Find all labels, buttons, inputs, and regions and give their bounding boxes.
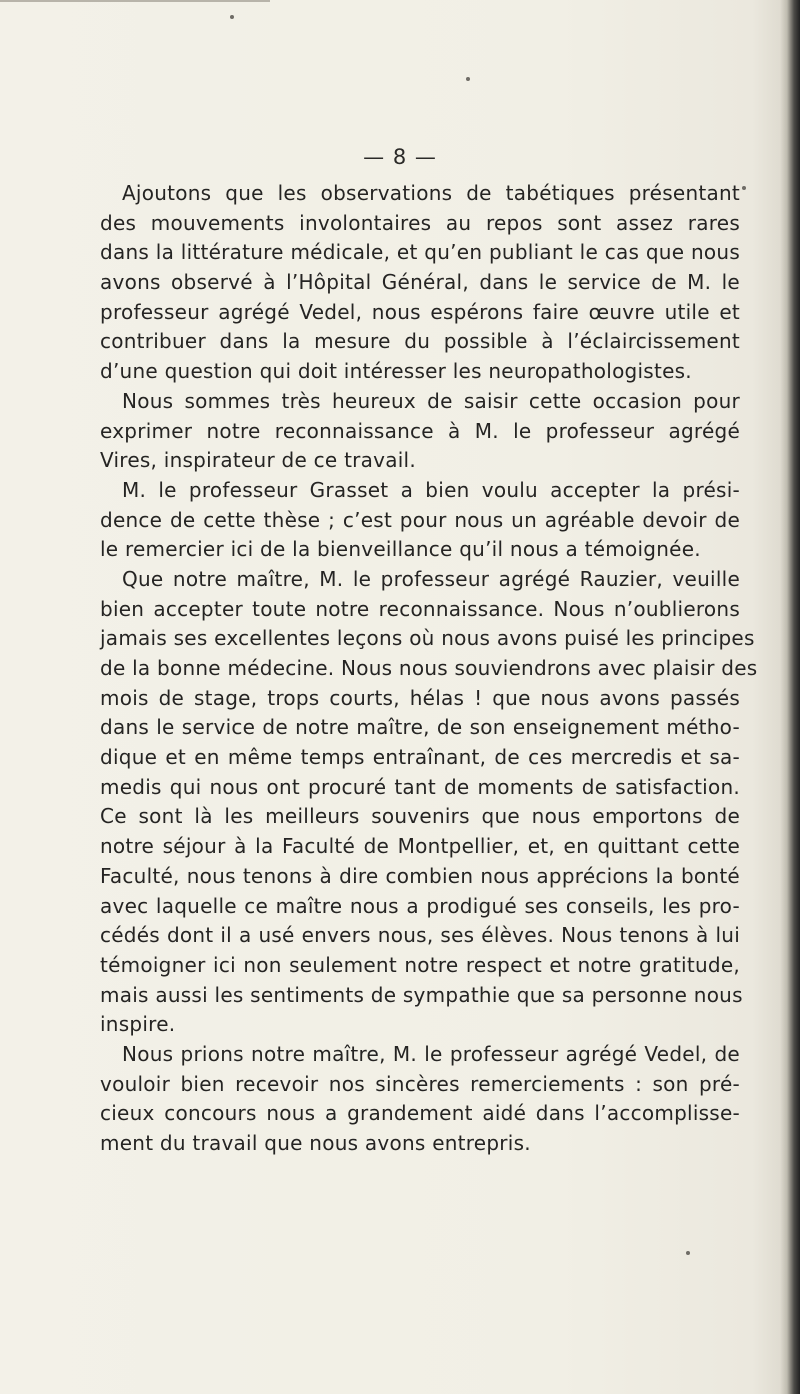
text-line: Que notre maître, M. le professeur agrégé Rauzier, veuille [122,566,740,591]
text-line: ment du travail que nous avons entrepris. [100,1131,531,1155]
text-line: avec laquelle ce maître nous a prodigué ses conseils, les pro- [100,893,740,918]
print-speck [686,1251,690,1255]
text-line: mois de stage, trops courts, hélas ! que nous avons passés [100,685,740,710]
print-speck [466,77,470,81]
text-line: Nous sommes très heureux de saisir cette occasion pour [122,388,740,413]
text-line: bien accepter toute notre reconnaissance. Nous n’oublierons [100,596,740,621]
print-speck [230,15,234,19]
text-line: mais aussi les sentiments de sympathie que sa personne nous [100,982,743,1007]
text-line: contribuer dans la mesure du possible à l’éclaircissement [100,329,740,354]
text-line: M. le professeur Grasset a bien voulu accepter la prési- [122,477,740,502]
text-line: Nous prions notre maître, M. le professeur agrégé Vedel, de [122,1041,740,1066]
print-speck [742,186,746,190]
text-line: exprimer notre reconnaissance à M. le professeur agrégé [100,418,740,443]
right-page-edge-shadow [780,0,800,1394]
page-number: — 8 — [363,145,437,169]
text-line: notre séjour à la Faculté de Montpellier, et, en quittant cette [100,834,740,859]
body-text [100,179,758,1159]
text-line: Vires, inspirateur de ce travail. [100,448,416,473]
text-line: dence de cette thèse ; c’est pour nous un agréable devoir de [100,507,740,532]
text-line: cieux concours nous a grandement aidé dans l’accomplisse- [100,1101,740,1126]
text-line: d’une question qui doit intéresser les neuropathologistes. [100,359,692,384]
text-line: avons observé à l’Hôpital Général, dans le service de M. le [100,270,740,295]
text-line: Ce sont là les meilleurs souvenirs que nous emportons de [100,804,740,829]
text-line: jamais ses excellentes leçons où nous avons puisé les principes [100,626,755,651]
text-line: dans le service de notre maître, de son enseignement métho- [100,715,740,740]
text-line: le remercier ici de la bienveillance qu’il nous a témoignée. [100,537,701,562]
text-line: vouloir bien recevoir nos sincères remerciements : son pré- [100,1071,740,1096]
text-line: cédés dont il a usé envers nous, ses élèves. Nous tenons à lui [100,923,740,948]
text-line: Faculté, nous tenons à dire combien nous apprécions la bonté [100,863,740,888]
text-line: medis qui nous ont procuré tant de moments de satisfaction. [100,774,740,799]
text-line: Ajoutons que les observations de tabétiques présentant [122,181,740,205]
text-line: dans la littérature médicale, et qu’en publiant le cas que nous [100,240,740,265]
text-line: dique et en même temps entraînant, de ces mercredis et sa- [100,745,740,770]
text-line: des mouvements involontaires au repos sont assez rares [100,210,740,235]
text-line: témoigner ici non seulement notre respect et notre gratitude, [100,952,740,977]
text-line: de la bonne médecine. Nous nous souviendrons avec plaisir des [100,656,758,680]
top-edge-line [0,0,270,2]
text-line: inspire. [100,1012,176,1037]
text-line: professeur agrégé Vedel, nous espérons faire œuvre utile et [100,299,740,324]
